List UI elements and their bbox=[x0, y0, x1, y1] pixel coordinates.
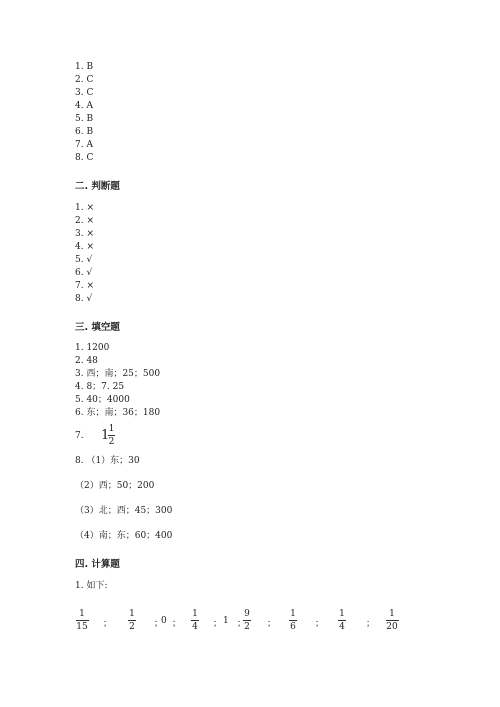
fraction-denominator: 15 bbox=[76, 622, 88, 632]
fraction-bar bbox=[108, 435, 115, 436]
calc-result-separator: ； bbox=[154, 619, 164, 629]
fraction-denominator: 6 bbox=[290, 622, 296, 632]
calc-result-fraction bbox=[76, 609, 89, 632]
fraction-numerator: 1 bbox=[389, 609, 395, 619]
calc-result-fraction bbox=[289, 609, 297, 632]
fraction-numerator: 1 bbox=[192, 609, 198, 619]
fill-answer-8-part-3: （3）北；西；45；300 bbox=[75, 506, 173, 516]
fill-answer-8-part-4: （4）南；东；60；400 bbox=[75, 531, 173, 541]
calc-result-separator: ； bbox=[103, 619, 113, 629]
fill-answer-6: 6. 东；南；36；180 bbox=[75, 408, 161, 418]
choice-answer-1: 1. B bbox=[75, 62, 94, 72]
section-heading-calculation: 四. 计算题 bbox=[75, 559, 120, 570]
calc-result-fraction bbox=[128, 609, 136, 632]
calc-result-value: 1 bbox=[223, 616, 229, 626]
calc-question-1-label: 1. 如下: bbox=[75, 581, 108, 591]
fraction-bar bbox=[289, 620, 297, 621]
calc-result-fraction bbox=[191, 609, 199, 632]
calc-result-separator: ； bbox=[315, 619, 325, 629]
fraction-denominator: 20 bbox=[386, 622, 398, 632]
judgement-answer-7: 7. × bbox=[75, 281, 94, 291]
fraction-numerator: 1 bbox=[290, 609, 296, 619]
fraction-bar bbox=[191, 620, 199, 621]
fill-answer-7-label: 7. bbox=[75, 431, 84, 441]
judgement-answer-3: 3. × bbox=[75, 229, 94, 239]
fraction-denominator: 2 bbox=[108, 437, 115, 447]
calc-result-fraction bbox=[338, 609, 346, 632]
calc-result-separator: ； bbox=[172, 619, 182, 629]
judgement-answer-8: 8. √ bbox=[75, 294, 93, 304]
fraction-denominator: 4 bbox=[192, 622, 198, 632]
judgement-answer-1: 1. × bbox=[75, 203, 94, 213]
fraction-bar bbox=[386, 620, 399, 621]
choice-answer-8: 8. C bbox=[75, 153, 94, 163]
judgement-answer-4: 4. × bbox=[75, 242, 94, 252]
fraction-denominator: 2 bbox=[129, 622, 135, 632]
judgement-answer-2: 2. × bbox=[75, 216, 94, 226]
fill-answer-8-part-1: 8. （1）东；30 bbox=[75, 456, 140, 466]
choice-answer-4: 4. A bbox=[75, 101, 93, 111]
calc-result-fraction bbox=[386, 609, 399, 632]
fill-answer-5: 5. 40；4000 bbox=[75, 395, 130, 405]
calc-result-separator: ； bbox=[267, 619, 277, 629]
section-heading-judgement: 二. 判断题 bbox=[75, 181, 120, 192]
calc-result-separator: ； bbox=[213, 619, 223, 629]
fraction-denominator: 2 bbox=[244, 622, 250, 632]
fill-answer-8-part-2: （2）西；50；200 bbox=[75, 481, 155, 491]
fraction-bar bbox=[338, 620, 346, 621]
choice-answer-3: 3. C bbox=[75, 88, 94, 98]
choice-answer-7: 7. A bbox=[75, 140, 93, 150]
fraction-numerator: 1 bbox=[79, 609, 85, 619]
judgement-answer-5: 5. √ bbox=[75, 255, 93, 265]
choice-answer-5: 5. B bbox=[75, 114, 94, 124]
choice-answer-2: 2. C bbox=[75, 75, 94, 85]
fill-answer-2: 2. 48 bbox=[75, 356, 98, 366]
fill-answer-4: 4. 8；7. 25 bbox=[75, 382, 125, 392]
fill-answer-3: 3. 西；南；25；500 bbox=[75, 369, 161, 379]
fraction-numerator: 1 bbox=[108, 424, 115, 434]
fraction-denominator: 4 bbox=[339, 622, 345, 632]
fraction-bar bbox=[128, 620, 136, 621]
fill-answer-1: 1. 1200 bbox=[75, 343, 110, 353]
calc-result-separator: ； bbox=[237, 619, 247, 629]
fraction-bar bbox=[76, 620, 89, 621]
fraction-numerator: 9 bbox=[244, 609, 250, 619]
calc-result-value: 0 bbox=[161, 616, 167, 626]
choice-answer-6: 6. B bbox=[75, 127, 94, 137]
mixed-number-whole: 1 bbox=[101, 428, 110, 443]
section-heading-fill-in: 三. 填空题 bbox=[75, 322, 120, 333]
calc-result-separator: ； bbox=[366, 619, 376, 629]
fraction-numerator: 1 bbox=[129, 609, 135, 619]
mixed-number-fraction bbox=[108, 424, 115, 447]
fraction-numerator: 1 bbox=[339, 609, 345, 619]
judgement-answer-6: 6. √ bbox=[75, 268, 93, 278]
